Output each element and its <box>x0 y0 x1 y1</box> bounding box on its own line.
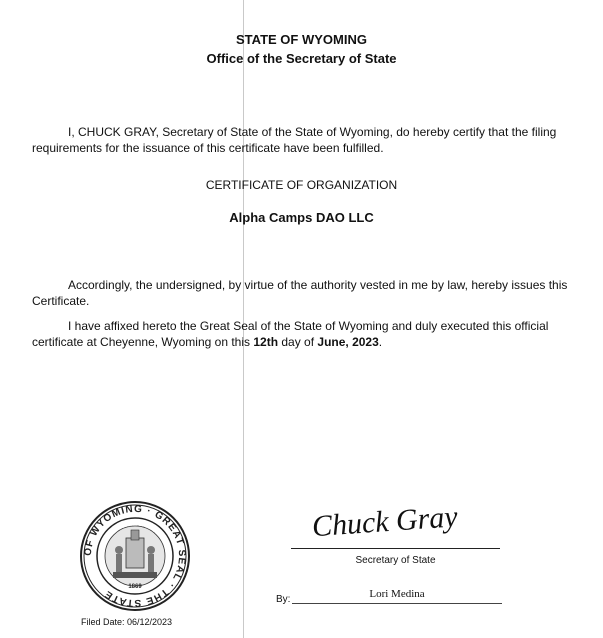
execution-day: 12th <box>253 335 279 349</box>
issuance-paragraph: Accordingly, the undersigned, by virtue of the authority vested in me by law, hereby issues this Certificate. <box>32 278 568 308</box>
by-label: By: <box>276 594 291 605</box>
execution-month-year: June, 2023 <box>317 335 379 349</box>
svg-text:1869: 1869 <box>128 584 142 590</box>
signature-line <box>291 548 500 549</box>
certification-paragraph: I, CHUCK GRAY, Secretary of State of the State of Wyoming, do hereby certify that the filing requirements for the issuance of this certificate have been fulfilled. <box>32 125 557 155</box>
svg-text:Chuck Gray: Chuck Gray <box>310 500 459 544</box>
signature-title: Secretary of State <box>355 555 436 566</box>
office-title: Office of the Secretary of State <box>206 51 397 66</box>
certificate-type: CERTIFICATE OF ORGANIZATION <box>205 178 398 192</box>
execution-text-before: I have affixed hereto the Great Seal of the State of Wyoming and duly executed this official certificate at Cheyenne, Wyoming on this <box>32 319 549 349</box>
company-name: Alpha Camps DAO LLC <box>229 210 374 225</box>
by-line <box>292 603 502 604</box>
execution-text-end: . <box>378 335 383 349</box>
filed-date: Filed Date: 06/12/2023 <box>81 617 173 627</box>
execution-text-mid: day of <box>278 335 318 349</box>
svg-text:OF WYOMING · GREAT SEAL · THE: OF WYOMING · GREAT SEAL · THE STATE <box>82 503 188 609</box>
by-name: Lori Medina <box>369 588 425 600</box>
state-title: STATE OF WYOMING <box>236 32 367 47</box>
execution-paragraph <box>32 318 572 350</box>
great-seal-icon <box>79 500 191 612</box>
secretary-signature <box>308 493 478 553</box>
